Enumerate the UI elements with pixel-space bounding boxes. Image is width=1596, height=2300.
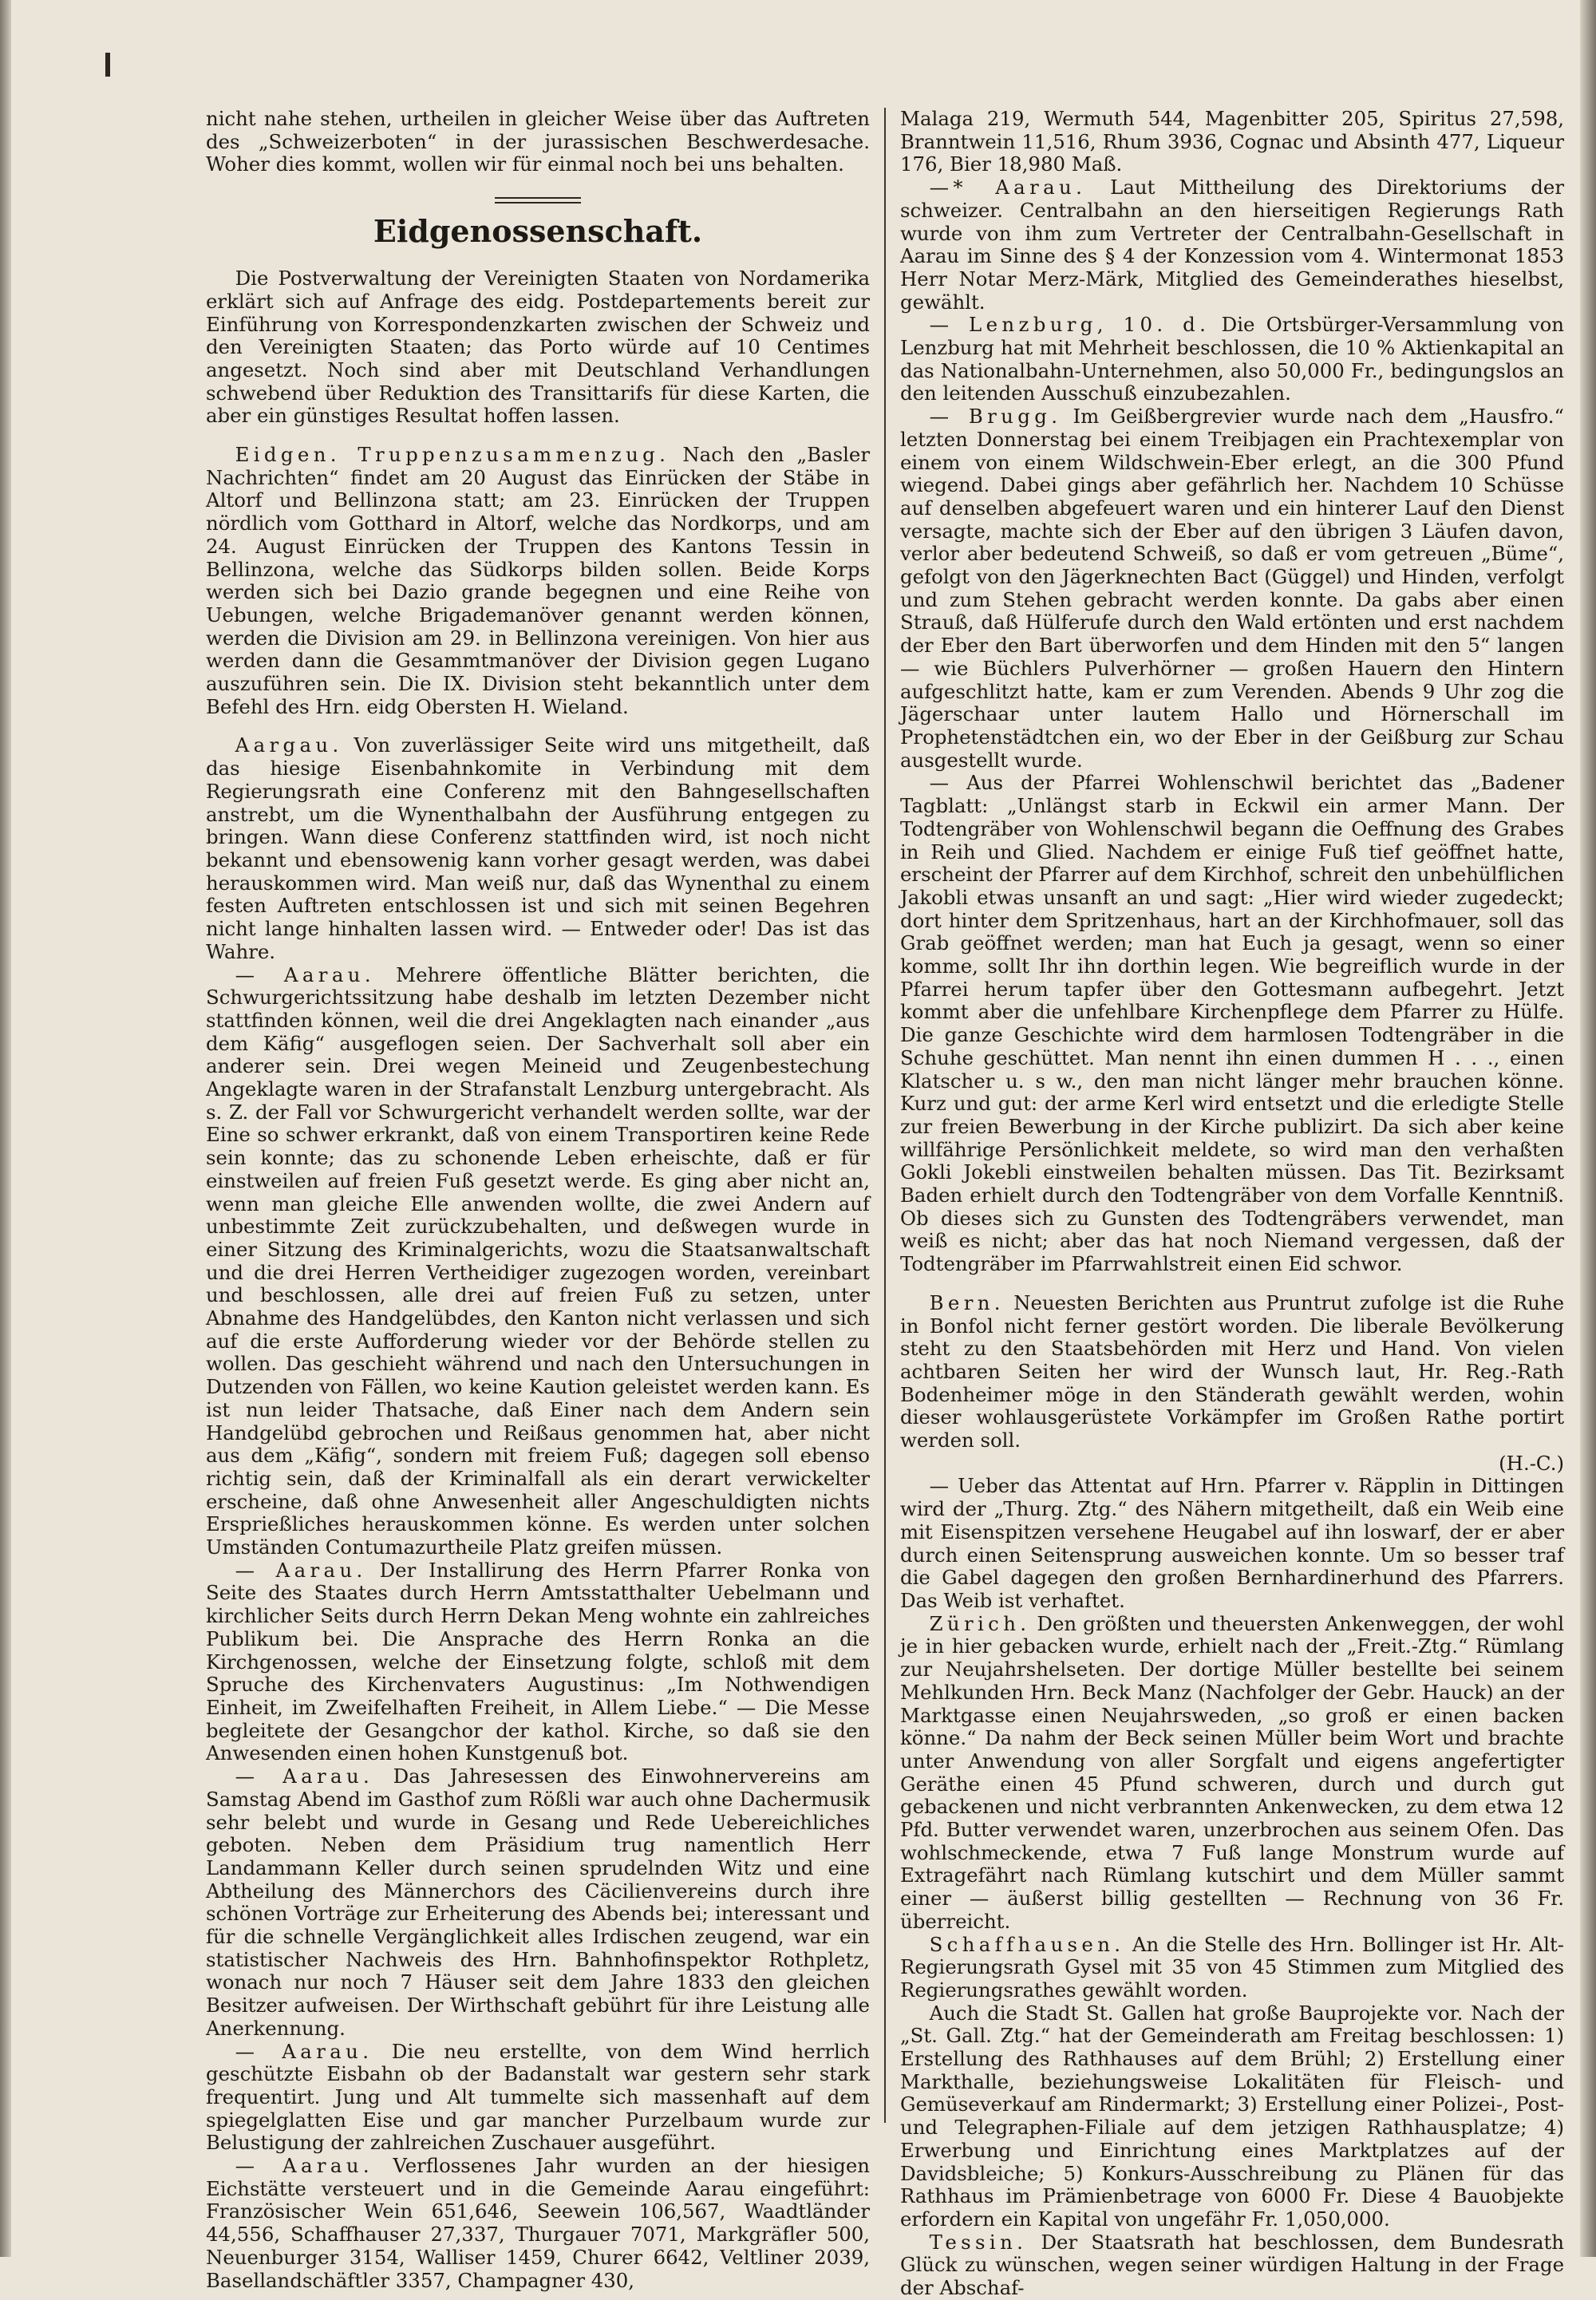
article-dittingen: — Ueber das Attentat auf Hrn. Pfarrer v. Räpplin in Dittingen wird der „Thurg. Ztg.“ des Nähern mitgetheilt, daß ein Weib eine mit Eisenspitzen versehene Heugabel auf ihn loswarf, der er aber durch einen Seitensprung ausweichen konnte. Um so besser traf die Gabel dagegen den großen Bernhardinerhund des Pfarrers. Das Weib ist verhaftet. xyxy=(900,1474,1564,1612)
section-title: Eidgenossenschaft. xyxy=(373,213,703,250)
article-truppenzusammenzug xyxy=(206,444,870,718)
article-aargau-wynenthalbahn xyxy=(206,734,870,963)
article-body: Der Installirung des Herrn Pfarrer Ronka von Seite des Staates durch Herrn Amtsstatthalter Uebelmann und kirchlicher Seits durch Herrn Dekan Meng wohnte ein zahlreiches Publikum bei. Die Ansprache des Herrn Ronka an die Kirchgenossen, welche der Einsetzung folgte, schloß mit dem Spruche des Kirchenvaters Augustinus: „Im Nothwendigen Einheit, im Zweifelhaften Freiheit, in Allem Liebe.“ — Die Messe begleitete der Gesangchor der kathol. Kirche, so daß sie den Anwesenden einen hohen Kunstgenuß bot. xyxy=(206,1558,870,1765)
left-column xyxy=(206,108,870,2292)
article-aarau-jahresessen xyxy=(206,1765,870,2040)
continuation-paragraph: Malaga 219, Wermuth 544, Magenbitter 205, Spiritus 27,598, Branntwein 11,516, Rhum 3936, Cognac und Absinth 477, Liqueur 176, Bier 18,980 Maß. xyxy=(900,107,1564,176)
article-body: Die neu erstellte, von dem Wind herrlich geschützte Eisbahn ob der Badanstalt war gestern sehr stark frequentirt. Jung und Alt tummelte sich massenhaft auf dem spiegelglatten Eise und gar mancher Purzelbaum wurde zur Belustigung der zahlreichen Zuschauer ausgeführt. xyxy=(206,2039,870,2155)
column-rule xyxy=(884,108,886,2123)
article-label: Tessin. xyxy=(929,2230,1028,2254)
article-body: Das Jahresessen des Einwohnervereins am Samstag Abend im Gasthof zum Rößli war auch ohne Dachermusik sehr belebt und wurde in Gesang und Rede Uebereichliches geboten. Neben dem Präsidium trug namentlich Herr Landammann Keller durch seinen sprudelnden Witz und eine Abtheilung des Männerchors des Cäcilienvereins durch ihre schönen Vorträge zur Erheiterung des Abends bei; interessant und für die schnelle Vergänglichkeit alles Irdischen zeugend, war ein statistischer Nachweis des Hrn. Bahnhofinspektor Rothpletz, wonach nur noch 7 Häuser seit dem Jahre 1833 den gleichen Besitzer aufweisen. Der Wirthschaft gebührt für ihre Leistung alle Anerkennung. xyxy=(206,1765,870,2040)
article-body: Neuesten Berichten aus Pruntrut zufolge ist die Ruhe in Bonfol nicht ferner gestört worden. Die liberale Bevölkerung steht zu den Staatsbehörden mit Herz und Hand. Von vielen achtbaren Seiten her wird der Wunsch laut, Hr. Reg.-Rath Bodenheimer möge in den Ständerath gewählt werden, wohin dieser wohlausgerüstete Vorkämpfer im Großen Rathe portirt werden soll. xyxy=(900,1290,1564,1452)
article-label: Zürich. xyxy=(929,1611,1031,1635)
article-label: — Aarau. xyxy=(235,1765,374,1788)
article-signature: (H.-C.) xyxy=(1499,1451,1564,1475)
article-label: — Aarau. xyxy=(235,1558,367,1582)
article-label: — Aarau. xyxy=(235,2039,373,2063)
article-label: Eidgen. Truppenzusammenzug. xyxy=(235,443,670,467)
article-brugg xyxy=(900,405,1564,772)
article-lenzburg xyxy=(900,314,1564,405)
article-label: — Brugg. xyxy=(929,405,1062,429)
article-body: Im Geißbergrevier wurde nach dem „Hausfro.“ letzten Donnerstag bei einem Treibjagen ein Prachtexemplar von einem von einem Wildschwein-Eber erlegt, an die 300 Pfund wiegend. Dabei gings aber gefährlich her. Nachdem 10 Schüsse auf denselben abgefeuert waren und ein hinterer Lauf den Dienst versagte, machte sich der Eber auf den übrigen 3 Läufen davon, verlor aber bedeutend Schweiß, so daß er vom getreuen „Büme“, gefolgt von den Jägerknechten Bact (Güggel) und Hinden, verfolgt und zum Stehen gebracht werden konnte. Da gabs aber einen Strauß, daß Hülferufe durch den Wald ertönten und erst nachdem der Eber den Bart überworfen und dem Hinden mit den 5“ langen — wie Büchlers Pulverhörner — großen Hauern den Hintern aufgeschlitzt hatte, kam er zum Verenden. Abends 9 Uhr zog die Jägerschaar unter lautem Hallo und Hörnerschall im Prophetenstädtchen ein, wo der Eber in der Geißburg zur Schau ausgestellt wurde. xyxy=(900,405,1564,772)
article-tessin xyxy=(900,2231,1564,2300)
article-body: Die Ortsbürger-Versammlung von Lenzburg hat mit Mehrheit beschlossen, die 10 % Aktienkapital an das Nationalbahn-Unternehmen, also 50,000 Fr., bedingungslos an den leitenden Ausschuß einzubezahlen. xyxy=(900,313,1565,405)
article-zuerich xyxy=(900,1613,1564,1934)
article-post: Die Postverwaltung der Vereinigten Staaten von Nordamerika erklärt sich auf Anfrage des eidg. Postdepartements bereit zur Einführung von Korrespondenzkarten zwischen der Schweiz und den Vereinigten Staaten; das Porto würde auf 10 Centimes angesetzt. Noch sind aber mit Deutschland Verhandlungen schwebend über Reduktion des Transittarifs für diese Karten, die aber ein günstiges Resultat hoffen lassen. xyxy=(206,267,870,428)
article-aarau-installirung xyxy=(206,1559,870,1765)
article-aarau-centralbahn xyxy=(900,176,1564,314)
article-body: Nach den „Basler Nachrichten“ findet am 20 August das Einrücken der Stäbe in Altorf und Bellinzona statt; am 23. Einrücken der Truppen nördlich vom Gotthard in Altorf, welche das Nordkorps, und am 24. August Einrücken der Truppen des Kantons Tessin in Bellinzona, welche das Südkorps bilden sollen. Beide Korps werden sich bei Dazio grande begegnen und eine Reihe von Uebungen, welche Brigademanöver genannt werden können, werden die Division am 29. in Bellinzona vereinigen. Von hier aus werden dann die Gesammtmanöver der Division gegen Lugano auszuführen sein. Die IX. Division steht bekanntlich unter dem Befehl des Hrn. eidg Obersten H. Wieland. xyxy=(206,443,870,718)
article-body: Der Staatsrath hat beschlossen, dem Bundesrath Glück zu wünschen, wegen seiner würdigen Haltung in der Frage der Abschaf- xyxy=(900,2230,1564,2300)
scan-edge-right xyxy=(1580,0,1596,2257)
article-wohlenschwil: — Aus der Pfarrei Wohlenschwil berichtet das „Badener Tagblatt: „Unlängst starb in Eckwil ein armer Mann. Der Todtengräber von Wohlenschwil begann die Oeffnung des Grabes in Reih und Glied. Nachdem er einige Fuß tief geöffnet hatte, erscheint der Pfarrer auf dem Kirchhof, schreit den unbehülflichen Jakobli etwas unsanft an und sagt: „Hier wird wieder zugedeckt; dort hinter dem Spritzenhaus, hart an der Kirchhofmauer, soll das Grab geöffnet werden; man hat Euch ja gesagt, wenn so einer komme, sollt Ihr ihn dorthin legen. Wie begreiflich wurde in der Pfarrei herum tapfer über den Gottesmann aufbegehrt. Jetzt kommt aber die unfehlbare Kirchenpflege dem Pfarrer zu Hülfe. Die ganze Geschichte wird dem harmlosen Todtengräber in die Schuhe geschüttet. Man nennt ihn einen dummen H . . ., einen Klatscher u. s w., den man nicht länger mehr brauchen könne. Kurz und gut: der arme Kerl wird entsetzt und die erledigte Stelle zur freien Bewerbung in der Kirche publizirt. Da sich aber keine willfährige Persönlichkeit meldete, so wird man den verhaßten Gokli Jokebli einstweilen behalten müssen. Das Tit. Bezirksamt Baden erhielt durch den Todtengräber von dem Vorfalle Kenntniß. Ob dieses sich zu Gunsten des Todtengräbers verwendet, man weiß es nicht; aber das hat noch Niemand vergessen, daß der Todtengräber im Pfarrwahlstreit einen Eid schwor. xyxy=(900,771,1564,1276)
right-column xyxy=(900,108,1564,2300)
article-label: Schaffhausen. xyxy=(929,1932,1125,1956)
article-label: —* Aarau. xyxy=(929,176,1087,200)
article-body: Den größten und theuersten Ankenweggen, der wohl je in hier gebacken wurde, erhielt nach der „Freit.-Ztg.“ Rümlang zur Neujahrshelseten. Der dortige Müller bestellte bei seinem Mehlkunden Hrn. Beck Manz (Nachfolger der Gebr. Hauck) an der Marktgasse einen Neujahrsweden, „so groß er einen backen könne.“ Da nahm der Beck seinen Müller beim Wort und brachte unter Anwendung von aller Sorgfalt und eigens angefertigter Geräthe einen 45 Pfund schweren, durch und durch gut gebackenen und nicht verbrannten Ankenwecken, zu dem etwa 12 Pfd. Butter verwendet waren, unzerbrochen aus seinem Ofen. Das wohlschmeckende, etwa 7 Fuß lange Monstrum wurde auf Extragefährt nach Rümlang kutschirt und dem Müller sammt einer — äußerst billig gestellten — Rechnung von 36 Fr. überreicht. xyxy=(900,1611,1564,1933)
article-body: Verflossenes Jahr wurden an der hiesigen Eichstätte versteuert und in die Gemeinde Aarau eingeführt: Französischer Wein 651,646, Seewein 106,567, Waadtländer 44,556, Schaffhauser 27,337, Thurgauer 7071, Markgräfler 500, Neuenburger 3154, Walliser 1459, Churer 6642, Veltliner 2039, Basellandschäftler 3357, Champagner 430, xyxy=(206,2154,870,2292)
article-label: Bern. xyxy=(929,1290,1005,1314)
article-label: Aargau. xyxy=(235,733,343,757)
scan-edge-left xyxy=(0,0,11,2257)
article-label: — Lenzburg, 10. d. xyxy=(929,313,1211,337)
page-mark xyxy=(105,53,110,77)
article-label: — Aarau. xyxy=(235,962,375,986)
article-aarau-eichstaette xyxy=(206,2155,870,2292)
article-bern xyxy=(900,1292,1564,1476)
article-label: — Aarau. xyxy=(235,2154,374,2178)
article-body: Laut Mittheilung des Direktoriums der schweizer. Centralbahn an den hierseitigen Regierungs Rath wurde von ihm zum Vertreter der Centralbahn-Gesellschaft in Aarau im Sinne des § 4 der Konzession vom 4. Wintermonat 1853 Herr Notar Merz-Märk, Mitglied des Gemeinderathes hieselbst, gewählt. xyxy=(900,176,1564,314)
intro-paragraph: nicht nahe stehen, urtheilen in gleicher Weise über das Auftreten des „Schweizerboten“ in der jurassischen Beschwerdesache. Woher dies kommt, wollen wir für einmal noch bei uns behalten. xyxy=(206,107,870,176)
article-aarau-schwurgericht xyxy=(206,964,870,1559)
heading-ornament xyxy=(495,197,581,204)
article-st-gallen: Auch die Stadt St. Gallen hat große Bauprojekte vor. Nach der „St. Gall. Ztg.“ hat der Gemeinderath am Freitag beschlossen: 1) Erstellung des Rathhauses auf dem Brühl; 2) Erstellung einer Markthalle, beziehungsweise Lokalitäten für Fleisch- und Gemüseverkauf am Rindermarkt; 3) Erstellung einer Polizei-, Post- und Telegraphen-Filiale auf dem jetzigen Rathhausplatze; 4) Erwerbung und Einrichtung eines Marktplatzes auf der Davidsbleiche; 5) Konkurs-Ausschreibung zu Plänen für das Rathhaus im Prämienbetrage von 6000 Fr. Diese 4 Bauobjekte erfordern ein Kapital von ungefähr Fr. 1,050,000. xyxy=(900,2001,1564,2231)
article-schaffhausen xyxy=(900,1934,1564,2002)
article-body: Von zuverlässiger Seite wird uns mitgetheilt, daß das hiesige Eisenbahnkomite in Verbindung mit dem Regierungsrath eine Conferenz mit den Bahngesellschaften anstrebt, um die Wynenthalbahn der Ausführung entgegen zu bringen. Wann diese Conferenz stattfinden wird, ist noch nicht bekannt und ebensowenig kann vorher gesagt werden, was dabei herauskommen wird. Man weiß nur, daß das Wynenthal zu einem festen Auftreten entschlossen ist und sich mit seinen Begehren nicht lange hinhalten lassen wird. — Entweder oder! Das ist das Wahre. xyxy=(206,733,870,963)
article-body: An die Stelle des Hrn. Bollinger ist Hr. Alt-Regierungsrath Gysel mit 35 von 45 Stimmen zum Mitglied des Regierungsrathes gewählt worden. xyxy=(900,1932,1564,2002)
section-heading xyxy=(206,197,870,250)
article-body: Mehrere öffentliche Blätter berichten, die Schwurgerichtssitzung habe deshalb im letzten Dezember nicht stattfinden können, weil die drei Angeklagten nach einander „aus dem Käfig“ ausgeflogen seien. Der Sachverhalt soll aber ein anderer sein. Drei wegen Meineid und Zeugenbestechung Angeklagte waren in der Strafanstalt Lenzburg untergebracht. Als s. Z. der Fall vor Schwurgericht verhandelt werden sollte, war der Eine so schwer erkrankt, daß von einem Transportiren keine Rede sein konnte; das zu schonende Leben erheischte, daß er für einstweilen auf freien Fuß gesetzt werde. Es ging aber nicht an, wenn man gleiche Elle anwenden wollte, die zwei Andern auf unbestimmte Zeit zurückzubehalten, und deßwegen wurde in einer Sitzung des Kriminalgerichts, wozu die Staatsanwaltschaft und die drei Herren Vertheidiger zugezogen worden, vereinbart und beschlossen, alle drei auf freien Fuß zu setzen, unter Abnahme des Handgelübdes, den Kanton nicht verlassen und sich auf die erste Aufforderung wieder vor der Behörde stellen zu wollen. Das geschieht während und nach den Untersuchungen in Dutzenden von Fällen, wo keine Kaution geleistet werden kann. Es ist nun leider Thatsache, daß Einer nach dem Andern sein Handgelübd gebrochen und Reißaus genommen hat, aber nicht aus dem „Käfig“, sondern mit freiem Fuß; dagegen soll ebenso richtig sein, daß der Kriminalfall als ein derart verwickelter erscheine, daß ohne Anwesenheit aller Angeschuldigten nichts Ersprießliches herauskommen könne. Es werden unter solchen Umständen Contumazurtheile Platz greifen müssen. xyxy=(206,962,870,1559)
article-aarau-eisbahn xyxy=(206,2041,870,2156)
